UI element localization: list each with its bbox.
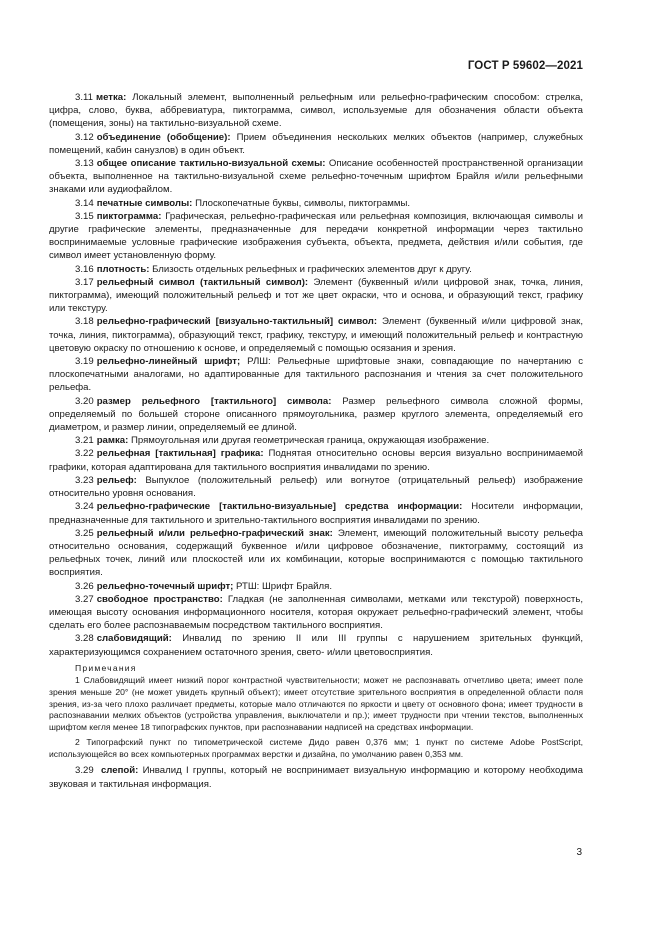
term-definition: Инвалид I группы, который не воспринимает визуальную информацию и которому необходима звуковая и тактильная информация. (49, 765, 583, 790)
terms-list (49, 91, 583, 659)
term-definition: Носители информации, предназначенные для тактильного и зрительно-тактильного восприятия инвалидами по зрению. (49, 501, 583, 526)
term-number: 3.13 (75, 158, 94, 170)
term-number: 3.25 (75, 527, 94, 539)
term-definition: Элемент, имеющий положительный высоту рельефа относительно основания, содержащий буквенное и/или цифровое обозначение, пиктограмму, состоящий из рельефных точек, линий или плоскостей или их комбинации, которые воспринимаются с помощью тактильного восприятия. (49, 527, 584, 579)
term-entry (49, 157, 583, 197)
term-number: 3.27 (75, 593, 94, 605)
term-number: 3.26 (75, 580, 94, 592)
page-number: 3 (576, 847, 582, 858)
term-definition: Выпуклое (положительный рельеф) или вогнутое (отрицательный рельеф) изображение относительно уровня основания. (49, 474, 583, 500)
term-entry (49, 764, 583, 790)
term-definition: Прием объединения нескольких мелких объектов (например, служебных помещений, кабин санузлов) в один объект. (49, 131, 583, 156)
notes-section (49, 663, 583, 761)
term-number: 3.18 (75, 316, 94, 328)
term-definition: Прямоугольная или другая геометрическая граница, окружающая изображение. (130, 435, 490, 447)
term-entry (49, 593, 583, 633)
term-number: 3.11 (75, 92, 93, 103)
term-name: плотность: (96, 263, 150, 275)
term-entry (49, 263, 583, 276)
term-number: 3.12 (75, 131, 94, 143)
term-name: пиктограмма: (96, 210, 162, 222)
term-definition: Локальный элемент, выполненный рельефным или рельефно-графическим способом: стрелка, цифра, слово, буква, аббревиатура, пиктограмма, символ, используемые для обозначения области объекта (помещения, зоны) на тактильно-визуальной схеме. (49, 92, 583, 130)
term-number: 3.16 (75, 263, 94, 275)
term-definition: Элемент (буквенный и/или цифровой знак, точка, линия, пиктограмма), образующий текст, графику, текстуру, и имеющий положительный рельеф и контрастную цветовую окраску по отношению к основе, и определяемый с помощью осязания и зрения. (49, 316, 584, 354)
term-number: 3.22 (75, 448, 94, 460)
term-entry (49, 355, 583, 395)
term-definition: Инвалид по зрению II или III группы с нарушением зрительных функций, характеризующимся сохранением остаточного зрения, свето- и/или цветовосприятия. (49, 633, 583, 658)
term-number: 3.24 (75, 501, 94, 513)
term-number: 3.28 (75, 633, 94, 645)
note-item: 2 Типографский пункт по типометрической системе Дидо равен 0,376 мм; 1 пункт по системе Adobe PostScript, использующейся во всех компьютерных программах верстки и дизайна, по умолчанию равен 0,353 мм. (49, 737, 583, 759)
document-body (49, 91, 583, 791)
term-name: размер рельефного [тактильного] символа: (96, 395, 332, 407)
term-number: 3.21 (75, 435, 94, 447)
term-entry (49, 527, 583, 580)
term-number: 3.23 (75, 474, 94, 486)
term-name: объединение (обобщение): (96, 131, 231, 143)
term-entry (49, 210, 583, 263)
term-entry (49, 276, 583, 316)
term-definition: Описание особенностей пространственной организации объекта, выполненное на тактильно-визуальной схеме рельефно-точечным шрифтом Брайля и/или рельефными знаками или аудиофайлом. (49, 158, 583, 196)
term-number: 3.19 (75, 356, 94, 368)
term-entry (49, 91, 583, 131)
term-number: 3.14 (75, 197, 94, 209)
term-entry (49, 500, 583, 526)
term-name: рельефно-графический [визуально-тактильный] символ: (96, 316, 378, 328)
term-number: 3.17 (75, 276, 94, 288)
term-name: слепой: (100, 765, 139, 777)
standard-header: ГОСТ Р 59602—2021 (467, 60, 583, 72)
term-name: слабовидящий: (96, 633, 172, 645)
term-entry (49, 131, 583, 157)
term-definition: Поднятая относительно основы версия визуально воспринимаемой графики, которая адаптирована для тактильного восприятия инвалидами по зрению. (49, 448, 584, 473)
term-definition: Плоскопечатные буквы, символы, пиктограммы. (195, 197, 411, 209)
term-name: рельефная [тактильная] графика: (96, 448, 264, 460)
term-definition: Гладкая (не заполненная символами, метками или текстурой) поверхность, имеющая высоту основания информационного носителя, которая окружает рельефно-графический элемент, чтобы сделать его более распознаваемым посредством тактильного восприятия. (49, 593, 583, 632)
term-name: рельеф: (96, 474, 137, 486)
term-name: рельефно-точечный шрифт; (96, 580, 234, 592)
term-name: рельефно-линейный шрифт; (96, 356, 241, 368)
term-definition: Близость отдельных рельефных и графических элементов друг к другу. (152, 263, 472, 275)
notes-title: Примечания (75, 662, 137, 673)
term-name: свободное пространство: (96, 593, 223, 605)
term-definition: Размер рельефного символа сложной формы, определяемый по большей стороне описанного прямоугольника, размер круглого элемента, определяемый его диаметром, и размер линии, определяемый ее длиной. (49, 395, 583, 434)
term-name: рамка: (96, 435, 129, 447)
note-item: 1 Слабовидящий имеет низкий порог контрастной чувствительности; может не распознавать отчетливо цвета; имеет поле зрения меньше 20° (не может увидеть крупный объект); имеет отсутствие зрительного восприятия в определенной области поля зрения, из-за чего плохо различает предметы, которые мало отличаются по яркости и цвету от основного фона; имеет трудности в распознавании мелких объектов (устройства управления, выключатели и пр.); имеет трудности при чтении текстов, выполненных шрифтом кегля менее 18 типографских пунктов, при распознавании надписей на средствах информации. (49, 675, 583, 732)
term-number: 3.20 (75, 395, 94, 407)
term-definition: Элемент (буквенный и/или цифровой знак, точка, линия, пиктограмма), имеющий положительный рельеф и тот же цвет окраски, что и основа, и образующий текст, графику или текстуру. (49, 276, 584, 315)
term-entry (49, 395, 583, 435)
term-name: рельефно-графические [тактильно-визуальные] средства информации: (96, 501, 463, 513)
term-entry (49, 434, 583, 447)
term-name: общее описание тактильно-визуальной схемы: (96, 158, 326, 170)
term-definition: РЛШ: Рельефные шрифтовые знаки, совпадающие по начертанию с плоскопечатными аналогами, но адаптированные для тактильного распознания и чтения за счет положительного рельефа. (49, 356, 583, 394)
term-number: 3.29 (75, 765, 94, 777)
term-number: 3.15 (75, 210, 94, 222)
term-entry (49, 580, 583, 593)
term-definition: Графическая, рельефно-графическая или рельефная композиция, включающая символы и другие графические элементы, предназначенные для передачи конкретной информации через тактильно воспринимаемые условные графические изображения субъекта, объекта, предмета, действия и/или события, где символ имеет установленную форму. (49, 210, 583, 262)
term-entry (49, 315, 583, 355)
term-name: рельефный и/или рельефно-графический знак: (96, 527, 333, 539)
term-definition: РТШ: Шрифт Брайля. (236, 580, 332, 592)
term-entry (49, 632, 583, 658)
term-entry (49, 447, 583, 473)
term-name: рельефный символ (тактильный символ): (96, 276, 309, 288)
term-name: печатные символы: (96, 197, 193, 209)
term-entry (49, 474, 583, 500)
term-entry (49, 197, 583, 210)
term-name: метка: (95, 92, 127, 103)
